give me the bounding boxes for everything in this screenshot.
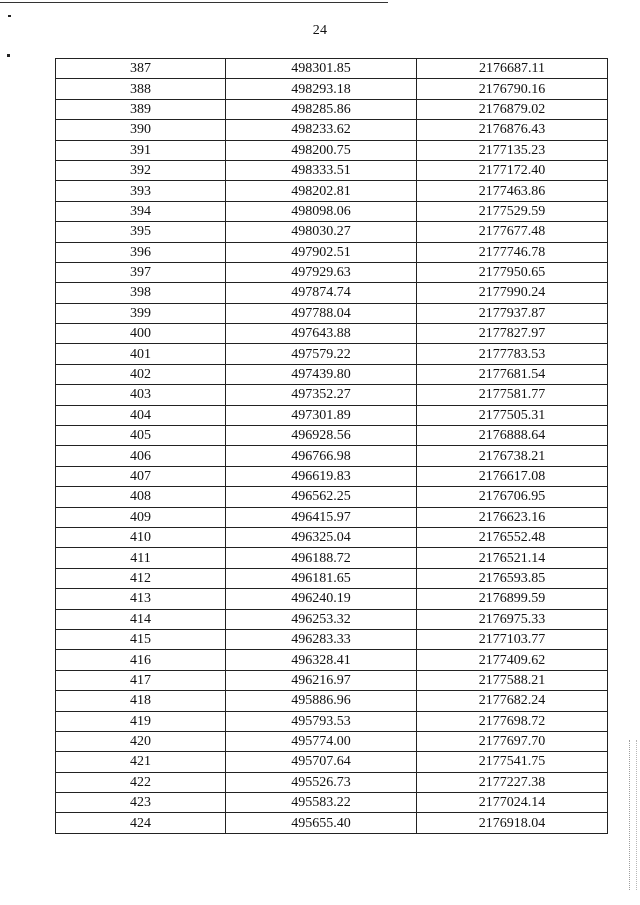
table-row	[56, 160, 608, 180]
y-coordinate-cell: 2176617.08	[417, 466, 608, 486]
point-number-cell: 391	[56, 140, 226, 160]
point-number-cell: 390	[56, 120, 226, 140]
point-number-cell: 408	[56, 487, 226, 507]
point-number-cell: 412	[56, 568, 226, 588]
y-coordinate-cell: 2177172.40	[417, 160, 608, 180]
table-row	[56, 589, 608, 609]
x-coordinate-cell: 495583.22	[226, 793, 417, 813]
y-coordinate-cell: 2177581.77	[417, 385, 608, 405]
table-row	[56, 201, 608, 221]
x-coordinate-cell: 496283.33	[226, 629, 417, 649]
table-row	[56, 120, 608, 140]
point-number-cell: 417	[56, 670, 226, 690]
table-row	[56, 140, 608, 160]
point-number-cell: 409	[56, 507, 226, 527]
y-coordinate-cell: 2177698.72	[417, 711, 608, 731]
y-coordinate-cell: 2176975.33	[417, 609, 608, 629]
y-coordinate-cell: 2177682.24	[417, 691, 608, 711]
table-row	[56, 364, 608, 384]
table-row	[56, 568, 608, 588]
point-number-cell: 423	[56, 793, 226, 813]
point-number-cell: 419	[56, 711, 226, 731]
x-coordinate-cell: 498333.51	[226, 160, 417, 180]
y-coordinate-cell: 2177990.24	[417, 283, 608, 303]
y-coordinate-cell: 2176593.85	[417, 568, 608, 588]
point-number-cell: 422	[56, 772, 226, 792]
x-coordinate-cell: 498293.18	[226, 79, 417, 99]
table-row	[56, 609, 608, 629]
x-coordinate-cell: 496325.04	[226, 527, 417, 547]
table-row	[56, 752, 608, 772]
x-coordinate-cell: 498285.86	[226, 99, 417, 119]
top-rule	[0, 2, 388, 3]
table-row	[56, 466, 608, 486]
y-coordinate-cell: 2176879.02	[417, 99, 608, 119]
point-number-cell: 395	[56, 222, 226, 242]
point-number-cell: 388	[56, 79, 226, 99]
y-coordinate-cell: 2176687.11	[417, 59, 608, 79]
point-number-cell: 398	[56, 283, 226, 303]
scan-speck	[7, 54, 10, 57]
y-coordinate-cell: 2176899.59	[417, 589, 608, 609]
point-number-cell: 397	[56, 262, 226, 282]
y-coordinate-cell: 2177950.65	[417, 262, 608, 282]
x-coordinate-cell: 497788.04	[226, 303, 417, 323]
point-number-cell: 392	[56, 160, 226, 180]
scan-edge-mark	[629, 740, 637, 890]
table-row	[56, 507, 608, 527]
point-number-cell: 402	[56, 364, 226, 384]
x-coordinate-cell: 498202.81	[226, 181, 417, 201]
x-coordinate-cell: 498233.62	[226, 120, 417, 140]
table-row	[56, 670, 608, 690]
x-coordinate-cell: 496928.56	[226, 426, 417, 446]
x-coordinate-cell: 497902.51	[226, 242, 417, 262]
table-row	[56, 793, 608, 813]
table-row	[56, 426, 608, 446]
table-body	[56, 59, 608, 834]
table-row	[56, 181, 608, 201]
table-row	[56, 344, 608, 364]
table-row	[56, 487, 608, 507]
table-row	[56, 629, 608, 649]
x-coordinate-cell: 497439.80	[226, 364, 417, 384]
table-row	[56, 59, 608, 79]
table-row	[56, 548, 608, 568]
x-coordinate-cell: 498098.06	[226, 201, 417, 221]
point-number-cell: 421	[56, 752, 226, 772]
point-number-cell: 420	[56, 731, 226, 751]
point-number-cell: 414	[56, 609, 226, 629]
y-coordinate-cell: 2176918.04	[417, 813, 608, 833]
point-number-cell: 394	[56, 201, 226, 221]
y-coordinate-cell: 2177697.70	[417, 731, 608, 751]
table-row	[56, 222, 608, 242]
x-coordinate-cell: 496181.65	[226, 568, 417, 588]
y-coordinate-cell: 2177227.38	[417, 772, 608, 792]
x-coordinate-cell: 496766.98	[226, 446, 417, 466]
y-coordinate-cell: 2177746.78	[417, 242, 608, 262]
point-number-cell: 424	[56, 813, 226, 833]
x-coordinate-cell: 495886.96	[226, 691, 417, 711]
x-coordinate-cell: 496415.97	[226, 507, 417, 527]
y-coordinate-cell: 2177529.59	[417, 201, 608, 221]
x-coordinate-cell: 497301.89	[226, 405, 417, 425]
y-coordinate-cell: 2177541.75	[417, 752, 608, 772]
y-coordinate-cell: 2177135.23	[417, 140, 608, 160]
x-coordinate-cell: 495774.00	[226, 731, 417, 751]
y-coordinate-cell: 2176552.48	[417, 527, 608, 547]
x-coordinate-cell: 495793.53	[226, 711, 417, 731]
y-coordinate-cell: 2176888.64	[417, 426, 608, 446]
x-coordinate-cell: 496562.25	[226, 487, 417, 507]
table-row	[56, 262, 608, 282]
y-coordinate-cell: 2177588.21	[417, 670, 608, 690]
point-number-cell: 405	[56, 426, 226, 446]
table-row	[56, 79, 608, 99]
point-number-cell: 401	[56, 344, 226, 364]
point-number-cell: 399	[56, 303, 226, 323]
x-coordinate-cell: 498030.27	[226, 222, 417, 242]
table-row	[56, 242, 608, 262]
x-coordinate-cell: 496253.32	[226, 609, 417, 629]
table-row	[56, 650, 608, 670]
y-coordinate-cell: 2177783.53	[417, 344, 608, 364]
point-number-cell: 415	[56, 629, 226, 649]
point-number-cell: 411	[56, 548, 226, 568]
x-coordinate-cell: 495655.40	[226, 813, 417, 833]
x-coordinate-cell: 496619.83	[226, 466, 417, 486]
y-coordinate-cell: 2177463.86	[417, 181, 608, 201]
point-number-cell: 403	[56, 385, 226, 405]
x-coordinate-cell: 496188.72	[226, 548, 417, 568]
y-coordinate-cell: 2176623.16	[417, 507, 608, 527]
x-coordinate-cell: 496240.19	[226, 589, 417, 609]
table-row	[56, 446, 608, 466]
table-row	[56, 731, 608, 751]
y-coordinate-cell: 2177024.14	[417, 793, 608, 813]
y-coordinate-cell: 2176876.43	[417, 120, 608, 140]
x-coordinate-cell: 498301.85	[226, 59, 417, 79]
table-row	[56, 691, 608, 711]
table-row	[56, 99, 608, 119]
y-coordinate-cell: 2177505.31	[417, 405, 608, 425]
x-coordinate-cell: 495707.64	[226, 752, 417, 772]
y-coordinate-cell: 2176738.21	[417, 446, 608, 466]
table-row	[56, 813, 608, 833]
x-coordinate-cell: 497929.63	[226, 262, 417, 282]
point-number-cell: 393	[56, 181, 226, 201]
y-coordinate-cell: 2177827.97	[417, 324, 608, 344]
point-number-cell: 387	[56, 59, 226, 79]
y-coordinate-cell: 2177103.77	[417, 629, 608, 649]
point-number-cell: 389	[56, 99, 226, 119]
page-number: 24	[312, 23, 328, 38]
table-row	[56, 711, 608, 731]
table-row	[56, 303, 608, 323]
y-coordinate-cell: 2176790.16	[417, 79, 608, 99]
y-coordinate-cell: 2176521.14	[417, 548, 608, 568]
point-number-cell: 407	[56, 466, 226, 486]
point-number-cell: 413	[56, 589, 226, 609]
x-coordinate-cell: 498200.75	[226, 140, 417, 160]
table-row	[56, 405, 608, 425]
y-coordinate-cell: 2177677.48	[417, 222, 608, 242]
y-coordinate-cell: 2177409.62	[417, 650, 608, 670]
point-number-cell: 416	[56, 650, 226, 670]
table-row	[56, 527, 608, 547]
point-number-cell: 400	[56, 324, 226, 344]
y-coordinate-cell: 2176706.95	[417, 487, 608, 507]
point-number-cell: 410	[56, 527, 226, 547]
table-row	[56, 772, 608, 792]
point-number-cell: 406	[56, 446, 226, 466]
coordinates-table	[55, 58, 608, 834]
table-row	[56, 385, 608, 405]
x-coordinate-cell: 497352.27	[226, 385, 417, 405]
table-row	[56, 324, 608, 344]
x-coordinate-cell: 496216.97	[226, 670, 417, 690]
scan-speck	[8, 15, 11, 17]
point-number-cell: 404	[56, 405, 226, 425]
x-coordinate-cell: 497643.88	[226, 324, 417, 344]
x-coordinate-cell: 496328.41	[226, 650, 417, 670]
x-coordinate-cell: 495526.73	[226, 772, 417, 792]
point-number-cell: 418	[56, 691, 226, 711]
x-coordinate-cell: 497874.74	[226, 283, 417, 303]
point-number-cell: 396	[56, 242, 226, 262]
y-coordinate-cell: 2177937.87	[417, 303, 608, 323]
x-coordinate-cell: 497579.22	[226, 344, 417, 364]
y-coordinate-cell: 2177681.54	[417, 364, 608, 384]
table-row	[56, 283, 608, 303]
